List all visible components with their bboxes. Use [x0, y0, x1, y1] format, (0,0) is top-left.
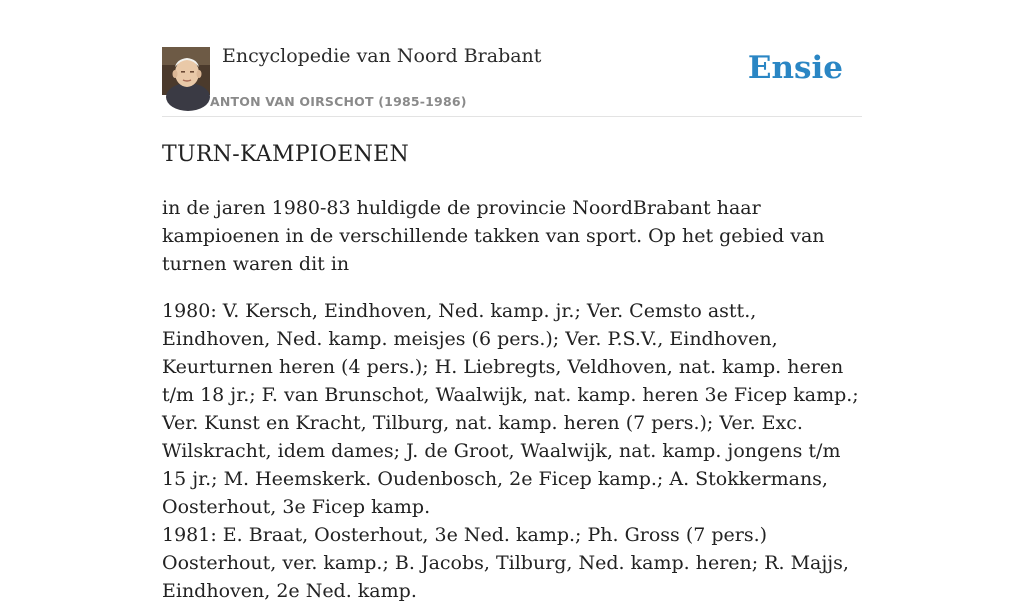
article-paragraph-1980: 1980: V. Kersch, Eindhoven, Ned. kamp. jr.; Ver. Cemsto astt., Eindhoven, Ned. kamp. meisjes (6 pers.); Ver. P.S.V., Eindhoven, Keurturnen heren (4 pers.); H. Liebregts, Veldhoven, nat. kamp. heren t/m 18 jr.; F. van Brunschot, Waalwijk, nat. kamp. heren 3e Ficep kamp.; Ver. Kunst en Kracht, Tilburg, nat. kamp. heren (7 pers.); Ver. Exc. Wilskracht, idem dames; J. de Groot, Waalwijk, nat. kamp. jongens t/m 15 jr.; M. Heemskerk. Oudenbosch, 2e Ficep kamp.; A. Stokkermans, Oosterhout, 3e Ficep kamp. [162, 300, 859, 518]
brand-logo[interactable]: Ensie [747, 50, 843, 86]
article-title: TURN-KAMPIOENEN [162, 142, 410, 167]
author-name[interactable]: ANTON VAN OIRSCHOT (1985-1986) [210, 94, 467, 109]
article-paragraph-1981: 1981: E. Braat, Oosterhout, 3e Ned. kamp.; Ph. Gross (7 pers.) Oosterhout, ver. kamp.; B. Jacobs, Tilburg, Ned. kamp. heren; R. Majjs, Eindhoven, 2e Ned. kamp. [162, 524, 849, 602]
header [162, 0, 862, 117]
publication-title[interactable]: Encyclopedie van Noord Brabant [222, 45, 542, 67]
article-intro: in de jaren 1980-83 huldigde de provincie NoordBrabant haar kampioenen in de verschillende takken van sport. Op het gebied van turnen waren dit in [162, 197, 825, 275]
article [162, 140, 862, 605]
author-avatar[interactable] [162, 47, 210, 95]
avatar-portrait-image [162, 47, 210, 95]
